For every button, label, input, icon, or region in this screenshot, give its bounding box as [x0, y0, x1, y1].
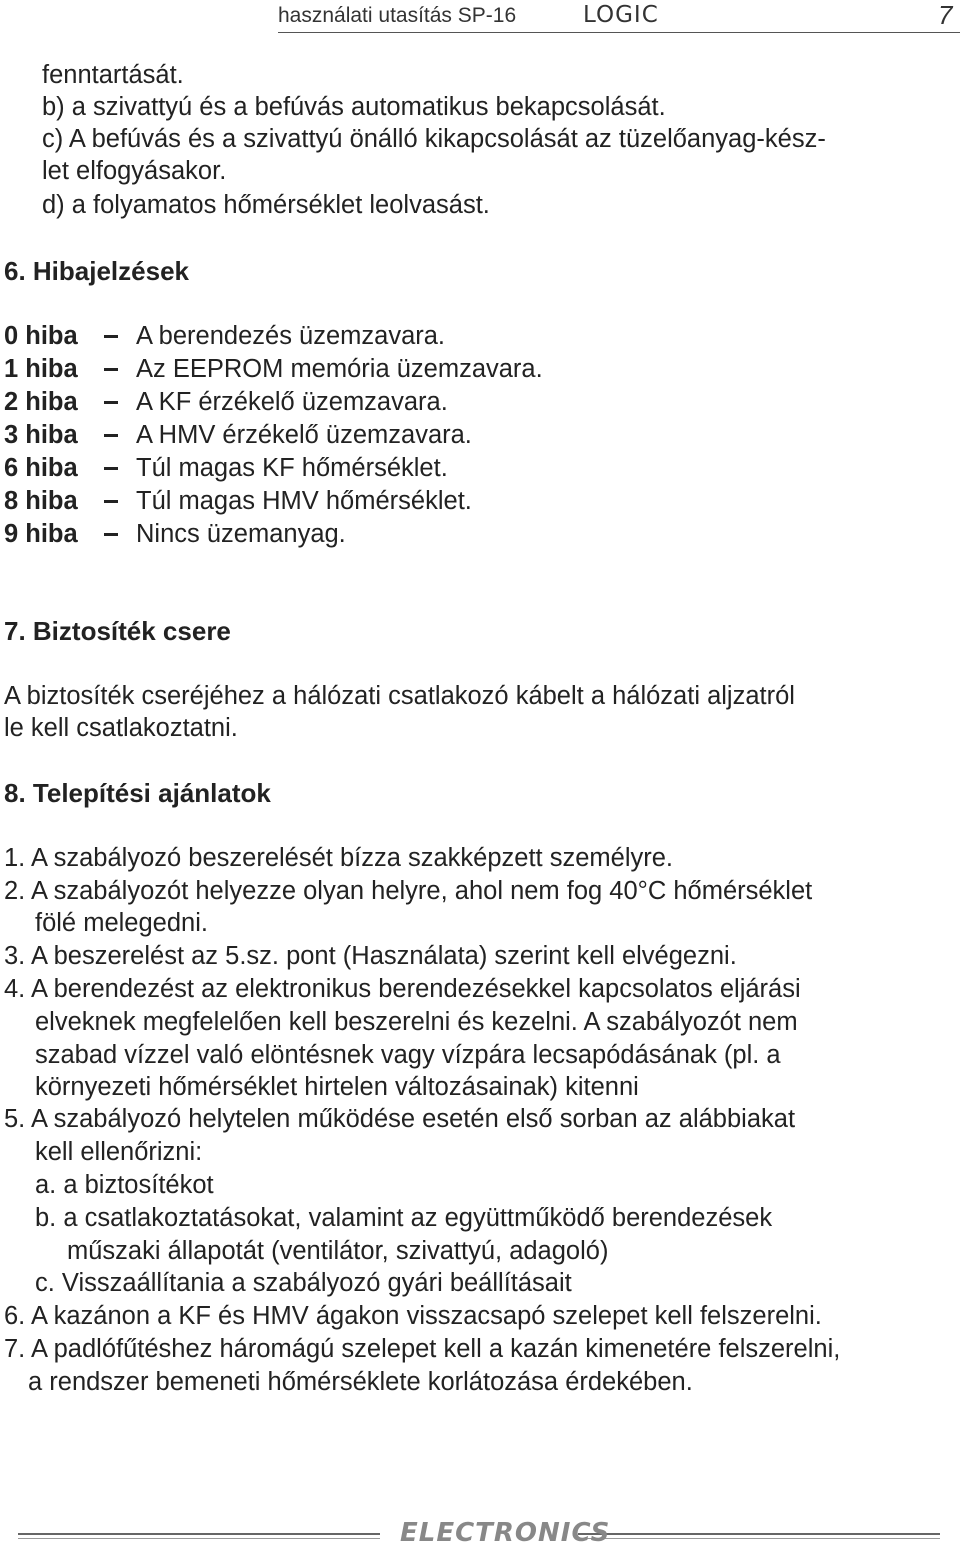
- dash: [104, 467, 118, 470]
- footer-rule: [578, 1538, 940, 1539]
- section-heading-errors: 6. Hibajelzések: [4, 256, 189, 286]
- intro-line: let elfogyásakor.: [42, 157, 227, 185]
- dash: [104, 401, 118, 404]
- error-code: 9 hiba: [4, 520, 78, 548]
- intro-line: d) a folyamatos hőmérséklet leolvasást.: [42, 191, 490, 219]
- electronics-logo: ELECTRONICS: [400, 1518, 611, 1548]
- list-item-continued: a rendszer bemeneti hőmérséklete korlátozása érdekében.: [28, 1368, 693, 1396]
- footer-rule: [18, 1538, 380, 1539]
- sub-list-item: a. a biztosítékot: [35, 1171, 214, 1199]
- list-item: 7. A padlófűtéshez háromágú szelepet kell a kazán kimenetére felszerelni,: [4, 1335, 841, 1363]
- error-description: Az EEPROM memória üzemzavara.: [136, 355, 543, 383]
- error-row: [0, 518, 960, 550]
- error-code: 6 hiba: [4, 454, 78, 482]
- list-item: 1. A szabályozó beszerelését bízza szakképzett személyre.: [4, 844, 674, 872]
- dash: [104, 368, 118, 371]
- dash: [104, 434, 118, 437]
- dash: [104, 533, 118, 536]
- list-item: 4. A berendezést az elektronikus berendezésekkel kapcsolatos eljárási: [4, 975, 801, 1003]
- intro-line: fenntartását.: [42, 61, 184, 89]
- error-row: [0, 353, 960, 385]
- list-item: 3. A beszerelést az 5.sz. pont (Használata) szerint kell elvégezni.: [4, 942, 737, 970]
- error-description: Túl magas KF hőmérséklet.: [136, 454, 448, 482]
- sub-list-item: c. Visszaállítania a szabályozó gyári beállításait: [35, 1269, 572, 1297]
- paragraph-line: A biztosíték cseréjéhez a hálózati csatlakozó kábelt a hálózati aljzatról: [4, 682, 795, 710]
- section-heading-installation: 8. Telepítési ajánlatok: [4, 778, 271, 808]
- dash: [104, 500, 118, 503]
- intro-line: b) a szivattyú és a befúvás automatikus bekapcsolását.: [42, 93, 666, 121]
- section-heading-fuse: 7. Biztosíték csere: [4, 616, 231, 646]
- error-code: 3 hiba: [4, 421, 78, 449]
- error-row: [0, 386, 960, 418]
- error-row: [0, 452, 960, 484]
- error-description: Nincs üzemanyag.: [136, 520, 346, 548]
- list-item: 6. A kazánon a KF és HMV ágakon visszacsapó szelepet kell felszerelni.: [4, 1302, 822, 1330]
- error-description: A berendezés üzemzavara.: [136, 322, 446, 350]
- error-row: [0, 419, 960, 451]
- error-row: [0, 485, 960, 517]
- page-header: [0, 0, 960, 40]
- logic-logo: LOGIC: [583, 2, 659, 28]
- footer-rule: [578, 1533, 940, 1535]
- paragraph-line: le kell csatlakoztatni.: [4, 714, 238, 742]
- list-item: 5. A szabályozó helytelen működése esetén első sorban az alábbiakat: [4, 1105, 796, 1133]
- error-row: [0, 320, 960, 352]
- list-item: 2. A szabályozót helyezze olyan helyre, ahol nem fog 40°C hőmérséklet: [4, 877, 813, 905]
- error-description: A KF érzékelő üzemzavara.: [136, 388, 448, 416]
- list-item-continued: elveknek megfelelően kell beszerelni és kezelni. A szabályozót nem: [35, 1008, 798, 1036]
- sub-list-item: b. a csatlakoztatásokat, valamint az együttműködő berendezések: [35, 1204, 773, 1232]
- page-number: 7: [938, 0, 953, 30]
- error-code: 2 hiba: [4, 388, 78, 416]
- header-title: használati utasítás SP-16: [278, 4, 517, 27]
- error-code: 8 hiba: [4, 487, 78, 515]
- error-code: 0 hiba: [4, 322, 78, 350]
- header-rule: [278, 32, 960, 33]
- list-item-continued: kell ellenőrizni:: [35, 1138, 203, 1166]
- footer-rule: [18, 1533, 380, 1535]
- intro-line: c) A befúvás és a szivattyú önálló kikapcsolását az tüzelőanyag-kész-: [42, 125, 826, 153]
- dash: [104, 335, 118, 338]
- list-item-continued: szabad vízzel való elöntésnek vagy vízpára lecsapódásának (pl. a: [35, 1041, 781, 1069]
- error-description: A HMV érzékelő üzemzavara.: [136, 421, 472, 449]
- error-code: 1 hiba: [4, 355, 78, 383]
- error-description: Túl magas HMV hőmérséklet.: [136, 487, 472, 515]
- list-item-continued: fölé melegedni.: [35, 909, 208, 937]
- sub-list-item-continued: műszaki állapotát (ventilátor, szivattyú, adagoló): [67, 1237, 609, 1265]
- list-item-continued: környezeti hőmérséklet hirtelen változásainak) kitenni: [35, 1073, 639, 1101]
